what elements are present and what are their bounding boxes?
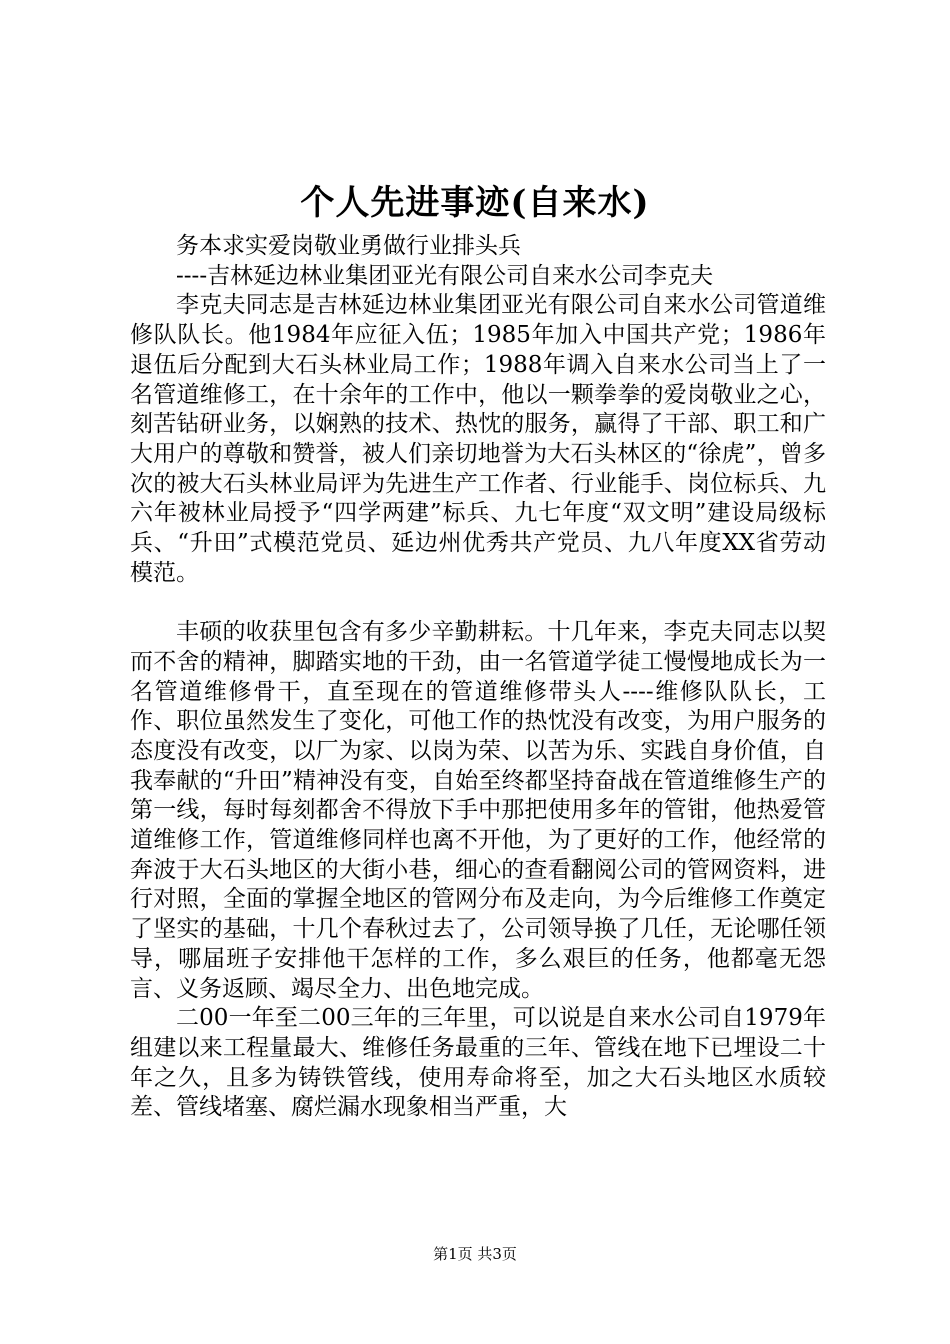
page-title: 个人先进事迹(自来水) [300, 183, 650, 223]
paragraph-spacer [130, 588, 826, 618]
document-body [130, 232, 826, 1123]
subtitle: 务本求实爱岗敬业勇做行业排头兵 [176, 233, 521, 259]
byline: ----吉林延边林业集团亚光有限公司自来水公司李克夫 [176, 262, 714, 289]
paragraph-3: 二00一年至二00三年的三年里，可以说是自来水公司自1979年组建以来工程量最大、维修任务最重的三年、管线在地下已埋设二十年之久，且多为铸铁管线，使用寿命将至，加之大石头地区水质较差、管线堵塞、腐烂漏水现象相当严重，大 [130, 1005, 826, 1121]
paragraph-1: 李克夫同志是吉林延边林业集团亚光有限公司自来水公司管道维修队队长。他1984年应征入伍；1985年加入中国共产党；1986年退伍后分配到大石头林业局工作；1988年调入自来水公司当上了一名管道维修工，在十余年的工作中，他以一颗拳拳的爱岗敬业之心，刻苦钻研业务，以娴熟的技术、热忱的服务，赢得了干部、职工和广大用户的尊敬和赞誉，被人们亲切地誉为大石头林区的“徐虎”，曾多次的被大石头林业局评为先进生产工作者、行业能手、岗位标兵、九六年被林业局授予“四学两建”标兵、九七年度“双文明”建设局级标兵、“升田”式模范党员、延边州优秀共产党员、九八年度XX省劳动模范。 [130, 292, 826, 586]
paragraph-2: 丰硕的收获里包含有多少辛勤耕耘。十几年来，李克夫同志以契而不舍的精神，脚踏实地的干劲，由一名管道学徒工慢慢地成长为一名管道维修骨干，直至现在的管道维修带头人----维修队队长，工作、职位虽然发生了变化，可他工作的热忱没有改变，为用户服务的态度没有改变，以厂为家、以岗为荣、以苦为乐、实践自身价值，自我奉献的“升田”精神没有变，自始至终都坚持奋战在管道维修生产的第一线，每时每刻都舍不得放下手中那把使用多年的管钳，他热爱管道维修工作，管道维修同样也离不开他，为了更好的工作，他经常的奔波于大石头地区的大街小巷，细心的查看翻阅公司的管网资料，进行对照，全面的掌握全地区的管网分布及走向，为今后维修工作奠定了坚实的基础，十几个春秋过去了，公司领导换了几任，无论哪任领导，哪届班子安排他干怎样的工作，多么艰巨的任务，他都毫无怨言、义务返顾、竭尽全力、出色地完成。 [130, 619, 826, 1002]
page-footer: 第1页 共3页 [433, 1245, 517, 1263]
